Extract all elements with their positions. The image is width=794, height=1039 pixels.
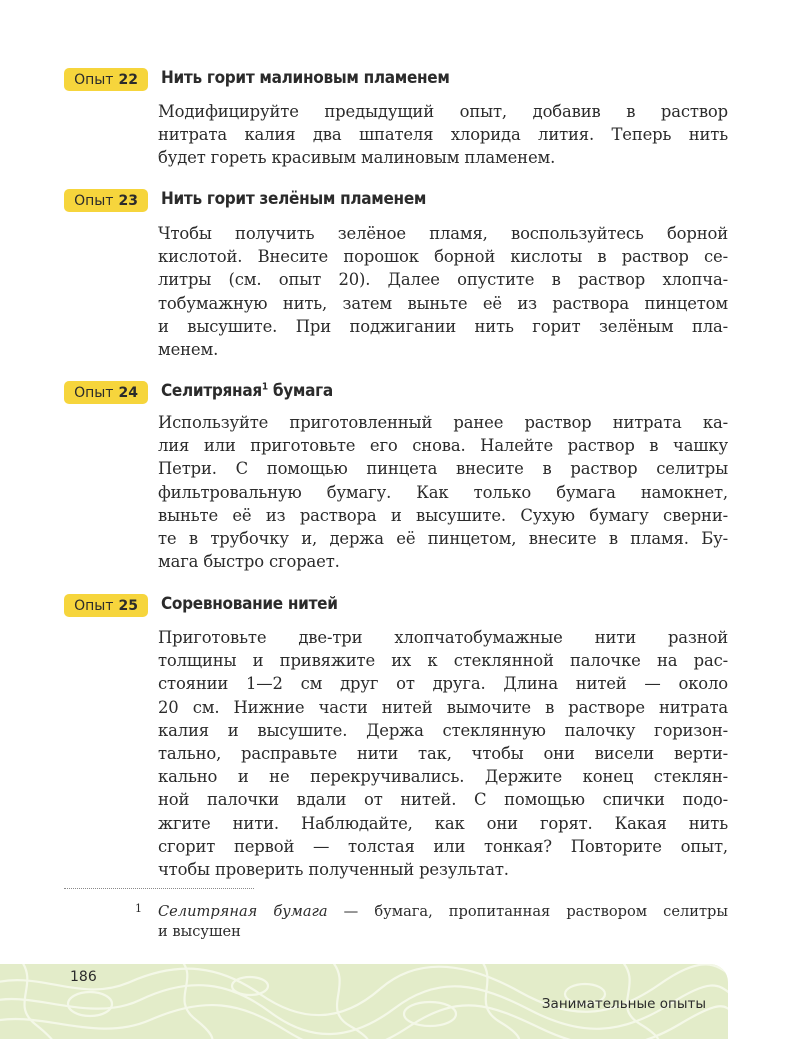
experiment-title: Соревнование нитей bbox=[161, 594, 338, 614]
experiment-text bbox=[158, 100, 728, 170]
footnote-line: и высушен bbox=[158, 923, 241, 940]
experiment-badge bbox=[64, 189, 148, 212]
text-line: Чтобы получить зелёное пламя, воспользуйтесь борной bbox=[158, 224, 728, 243]
text-line: тально, расправьте нити так, чтобы они висели верти- bbox=[158, 744, 728, 764]
text-line: толщины и привяжите их к стеклянной палочке на рас- bbox=[158, 651, 728, 671]
experiment-title: Нить горит зелёным пламенем bbox=[161, 189, 427, 209]
experiment-header bbox=[64, 593, 338, 617]
text-line: сгорит первой — толстая или тонкая? Повторите опыт, bbox=[158, 836, 728, 856]
running-title: Занимательные опыты bbox=[541, 996, 706, 1012]
experiment-text bbox=[158, 411, 728, 573]
text-line: Приготовьте две-три хлопчатобумажные нити разной bbox=[158, 628, 728, 647]
experiment-title: Селитряная$^1$ бумага bbox=[161, 381, 333, 401]
text-line: мага быстро сгорает. bbox=[158, 552, 340, 572]
badge-number: 22 bbox=[118, 71, 138, 88]
text-line: выньте её из раствора и высушите. Сухую бумагу сверни- bbox=[158, 505, 728, 525]
footnote-divider bbox=[64, 888, 254, 889]
text-line: чтобы проверить полученный результат. bbox=[158, 860, 509, 880]
text-line: нитрата калия два шпателя хлорида лития. Теперь нить bbox=[158, 125, 728, 145]
text-line: фильтровальную бумагу. Как только бумага намокнет, bbox=[158, 482, 728, 502]
experiment-badge bbox=[64, 68, 148, 91]
experiment-header bbox=[64, 188, 427, 212]
text-line: и высушите. При поджигании нить горит зелёным пла- bbox=[158, 316, 728, 336]
footnote-line: Селитряная бумага — бумага, пропитанная раствором селитры bbox=[158, 903, 728, 920]
footnote-reference: 1 bbox=[261, 381, 268, 393]
text-line: кислотой. Внесите порошок борной кислоты в раствор се- bbox=[158, 247, 728, 267]
page-number: 186 bbox=[70, 969, 97, 985]
footnote bbox=[135, 902, 728, 942]
badge-number: 23 bbox=[118, 192, 138, 209]
text-line: Петри. С помощью пинцета внесите в раствор селитры bbox=[158, 459, 728, 479]
text-line: менем. bbox=[158, 340, 219, 360]
experiment-title: Нить горит малиновым пламенем bbox=[161, 68, 450, 88]
experiment-badge bbox=[64, 594, 148, 617]
text-line: литры (см. опыт 20). Далее опустите в раствор хлопча- bbox=[158, 270, 728, 290]
footnote-mark: 1 bbox=[135, 902, 142, 915]
experiment-header bbox=[64, 67, 450, 91]
text-line: те в трубочку и, держа её пинцетом, внесите в пламя. Бу- bbox=[158, 529, 728, 549]
badge-label: Опыт bbox=[74, 384, 114, 401]
badge-label: Опыт bbox=[74, 71, 114, 88]
experiment-text bbox=[158, 626, 728, 881]
text-line: ной палочки вдали от нитей. С помощью спички подо- bbox=[158, 790, 728, 810]
badge-number: 24 bbox=[118, 384, 138, 401]
text-line: калия и высушите. Держа стеклянную палочку горизон- bbox=[158, 720, 728, 740]
text-line: жгите нити. Наблюдайте, как они горят. Какая нить bbox=[158, 813, 728, 833]
experiment-header bbox=[64, 380, 333, 404]
text-line: будет гореть красивым малиновым пламенем. bbox=[158, 148, 556, 168]
footnote-term: Селитряная бумага bbox=[158, 903, 328, 920]
experiment-text bbox=[158, 222, 728, 361]
text-line: лия или приготовьте его снова. Налейте раствор в чашку bbox=[158, 436, 728, 456]
text-line: стоянии 1—2 см друг от друга. Длина нитей — около bbox=[158, 674, 728, 694]
badge-label: Опыт bbox=[74, 597, 114, 614]
text-line: Используйте приготовленный ранее раствор нитрата ка- bbox=[158, 413, 728, 432]
badge-label: Опыт bbox=[74, 192, 114, 209]
text-line: кально и не перекручивались. Держите конец стеклян- bbox=[158, 767, 728, 787]
text-line: 20 см. Нижние части нитей вымочите в растворе нитрата bbox=[158, 697, 728, 717]
experiment-badge bbox=[64, 381, 148, 404]
badge-number: 25 bbox=[118, 597, 138, 614]
text-line: тобумажную нить, затем выньте её из раствора пинцетом bbox=[158, 293, 728, 313]
text-line: Модифицируйте предыдущий опыт, добавив в раствор bbox=[158, 102, 728, 121]
